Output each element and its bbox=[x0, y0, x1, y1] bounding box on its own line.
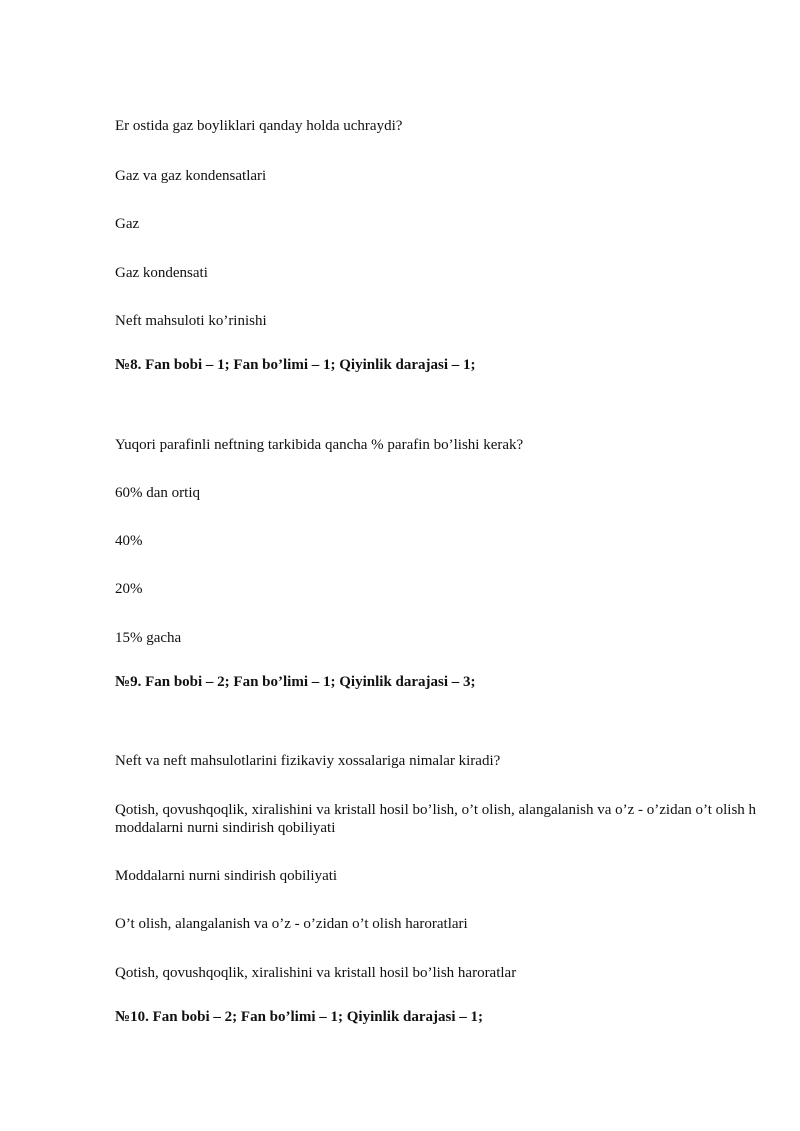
answer-option: Gaz va gaz kondensatlari bbox=[115, 168, 267, 184]
question-heading: №10. Fan bobi – 2; Fan bo’limi – 1; Qiyinlik darajasi – 1; bbox=[115, 1009, 484, 1025]
question-text: Er ostida gaz boyliklari qanday holda uchraydi? bbox=[115, 118, 403, 134]
answer-option: Gaz kondensati bbox=[115, 265, 208, 281]
answer-option: Gaz bbox=[115, 216, 140, 232]
answer-option: O’t olish, alangalanish va o’z - o’zidan o’t olish haroratlari bbox=[115, 916, 468, 932]
answer-option-continuation: moddalarni nurni sindirish qobiliyati bbox=[115, 820, 336, 836]
answer-option: Qotish, qovushqoqlik, xiralishini va kristall hosil bo’lish, o’t olish, alangalanish va o’z - o’zidan o’t olish h bbox=[115, 802, 757, 818]
answer-option: Moddalarni nurni sindirish qobiliyati bbox=[115, 868, 338, 884]
question-text: Yuqori parafinli neftning tarkibida qancha % parafin bo’lishi kerak? bbox=[115, 437, 524, 453]
question-heading: №8. Fan bobi – 1; Fan bo’limi – 1; Qiyinlik darajasi – 1; bbox=[115, 357, 476, 373]
answer-option: 15% gacha bbox=[115, 630, 182, 646]
answer-option: Qotish, qovushqoqlik, xiralishini va kristall hosil bo’lish haroratlar bbox=[115, 965, 517, 981]
answer-option: Neft mahsuloti ko’rinishi bbox=[115, 313, 267, 329]
answer-option: 20% bbox=[115, 581, 143, 597]
question-text: Neft va neft mahsulotlarini fizikaviy xossalariga nimalar kiradi? bbox=[115, 753, 501, 769]
answer-option: 40% bbox=[115, 533, 143, 549]
question-heading: №9. Fan bobi – 2; Fan bo’limi – 1; Qiyinlik darajasi – 3; bbox=[115, 674, 476, 690]
answer-option: 60% dan ortiq bbox=[115, 485, 200, 501]
